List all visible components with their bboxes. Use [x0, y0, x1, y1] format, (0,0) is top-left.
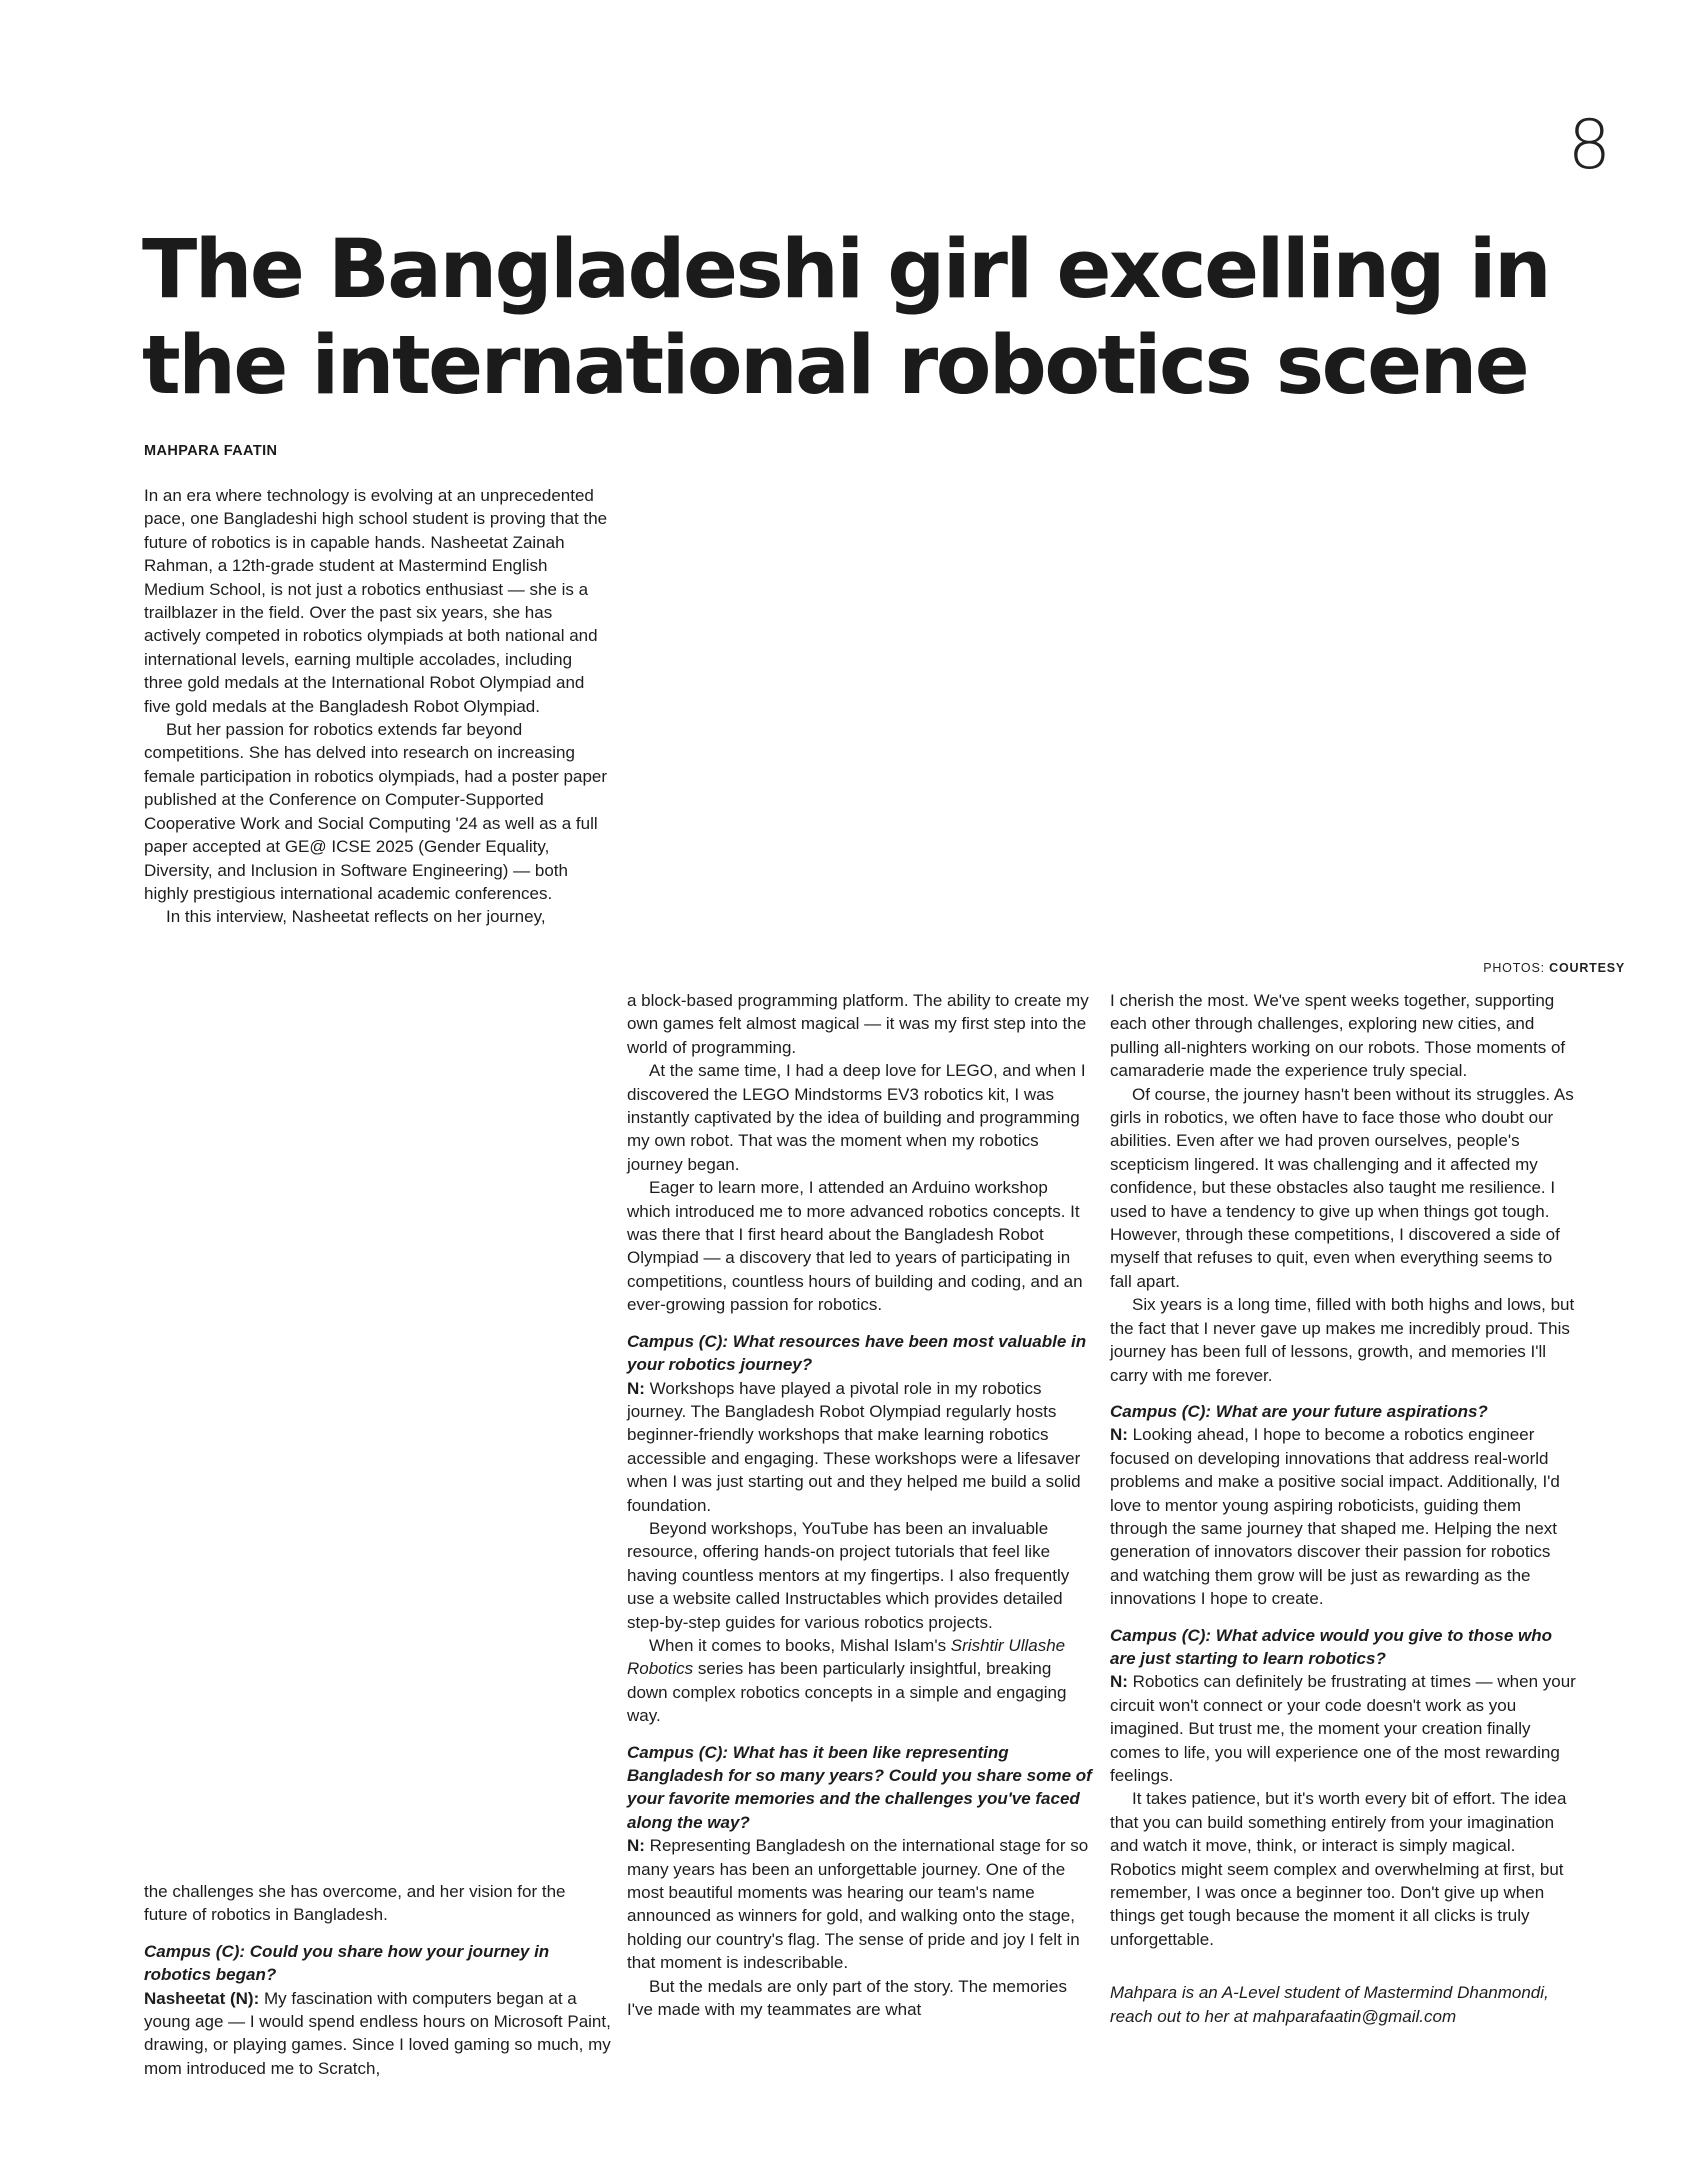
body-paragraph: Six years is a long time, filled with both highs and lows, but the fact that I never gave up makes me incredibly proud. This journey has been full of lessons, growth, and memories I'll carry with me forever.	[1110, 1295, 1575, 1385]
body-paragraph: I cherish the most. We've spent weeks together, supporting each other through challenges, exploring new cities, and pulling all-nighters working on our robots. Those moments of camaraderie made the experience truly special.	[1110, 991, 1566, 1081]
body-paragraph: But the medals are only part of the story. The memories I've made with my teammates are what	[627, 1976, 1067, 2020]
text-run: series has been particularly insightful, breaking down complex robotics concepts in a simple and engaging way.	[627, 1659, 1067, 1726]
column-1-bottom	[144, 1880, 612, 2080]
answer-text: My fascination with computers began at a young age — I would spend endless hours on Microsoft Paint, drawing, or playing games. Since I loved gaming so much, my mom introduced me to Scratch,	[144, 1988, 611, 2078]
interview-answer	[144, 1987, 612, 2081]
intro-paragraph: In this interview, Nasheetat reflects on her journey,	[166, 907, 546, 927]
interview-question: Campus (C): What resources have been most valuable in your robotics journey?	[627, 1331, 1087, 1375]
body-paragraph: At the same time, I had a deep love for LEGO, and when I discovered the LEGO Mindstorms EV3 robotics kit, I was instantly captivated by the idea of building and programming my own robot. That was the moment when my robotics journey began.	[627, 1061, 1086, 1174]
column-3	[1110, 989, 1578, 2028]
body-paragraph: Beyond workshops, YouTube has been an invaluable resource, offering hands-on project tutorials that feel like having countless mentors at my fingertips. I also frequently use a website called Instructables which provides detailed step-by-step guides for various robotics projects.	[627, 1518, 1070, 1632]
interview-question: Campus (C): What advice would you give to those who are just starting to learn robotics?	[1110, 1625, 1553, 1668]
body-paragraph: the challenges she has overcome, and her vision for the future of robotics in Bangladesh.	[144, 1882, 566, 1925]
headline	[142, 222, 1602, 414]
interview-question: Campus (C): What are your future aspirations?	[1110, 1401, 1488, 1421]
text-run: When it comes to books, Mishal Islam's	[649, 1635, 951, 1655]
interview-question: Campus (C): What has it been like representing Bangladesh for so many years? Could you share some of your favorite memories and the challenges you've faced along the way?	[627, 1742, 1092, 1832]
intro-paragraph: But her passion for robotics extends far beyond competitions. She has delved into research on increasing female participation in robotics olympiads, had a poster paper published at the Conference on Computer-Supported Cooperative Work and Social Computing '24 as well as a full paper accepted at GE@ ICSE 2025 (Gender Equality, Diversity, and Inclusion in Software Engineering) — both highly prestigious international academic conferences.	[144, 720, 608, 903]
body-paragraph: a block-based programming platform. The ability to create my own games felt almost magical — it was my first step into the world of programming.	[627, 991, 1089, 1057]
interview-answer	[627, 1377, 1095, 1517]
interview-answer	[1110, 1423, 1578, 1610]
book-title: Srishtir Ullashe Robotics	[627, 1635, 1066, 1679]
answer-text: Representing Bangladesh on the international stage for so many years has been an unforgettable journey. One of the most beautiful moments was hearing our team's name announced as winners for gold, and walking onto the stage, holding our country's flag. The sense of pride and joy I felt in that moment is indescribable.	[627, 1836, 1089, 1973]
speaker-label: N:	[627, 1378, 645, 1398]
speaker-label: N:	[627, 1836, 645, 1856]
column-2	[627, 989, 1095, 2021]
speaker-label: N:	[1110, 1672, 1128, 1692]
speaker-label: N:	[1110, 1425, 1128, 1445]
answer-text: Looking ahead, I hope to become a robotics engineer focused on developing innovations that address real-world problems and make a positive social impact. Additionally, I'd love to mentor young aspiring roboticists, guiding them through the same journey that shaped me. Helping the next generation of innovators discover their passion for robotics and watching them grow will be just as rewarding as the innovations I hope to create.	[1110, 1425, 1560, 1609]
speaker-label: Nasheetat (N):	[144, 1988, 260, 2008]
headline-line-2: the international robotics scene	[142, 319, 1528, 413]
headline-line-1: The Bangladeshi girl excelling in	[142, 223, 1550, 317]
author-note: Mahpara is an A-Level student of Mastermind Dhanmondi, reach out to her at mahparafaatin@gmail.com	[1110, 1983, 1549, 2026]
intro-paragraph: In an era where technology is evolving at an unprecedented pace, one Bangladeshi high school student is proving that the future of robotics is in capable hands. Nasheetat Zainah Rahman, a 12th-grade student at Mastermind English Medium School, is not just a robotics enthusiast — she is a trailblazer in the field. Over the past six years, she has actively competed in robotics olympiads at both national and international levels, earning multiple accolades, including three gold medals at the International Robot Olympiad and five gold medals at the Bangladesh Robot Olympiad.	[144, 486, 608, 716]
body-paragraph: It takes patience, but it's worth every bit of effort. The idea that you can build something entirely from your imagination and watch it move, think, or interact is simply magical. Robotics might seem complex and overwhelming at first, but remember, I was once a beginner too. Don't give up when things get tough because the moment it all clicks is truly unforgettable.	[1110, 1789, 1567, 1949]
intro-column	[144, 484, 612, 929]
interview-question: Campus (C): Could you share how your journey in robotics began?	[144, 1941, 550, 1985]
interview-answer	[1110, 1670, 1578, 1787]
interview-answer	[627, 1834, 1095, 1974]
photo-credit-name: COURTESY	[1549, 961, 1625, 975]
photo-credit	[1483, 961, 1625, 975]
body-paragraph: Eager to learn more, I attended an Arduino workshop which introduced me to more advanced robotics concepts. It was there that I first heard about the Bangladesh Robot Olympiad — a discovery that led to years of participating in competitions, countless hours of building and coding, and an ever-growing passion for robotics.	[627, 1178, 1083, 1315]
answer-text: Workshops have played a pivotal role in my robotics journey. The Bangladesh Robot Olympiad regularly hosts beginner-friendly workshops that make learning robotics accessible and engaging. These workshops were a lifesaver when I was just starting out and they helped me build a solid foundation.	[627, 1378, 1081, 1515]
answer-text: Robotics can definitely be frustrating at times — when your circuit won't connect or your code doesn't work as you imagined. But trust me, the moment your creation finally comes to life, you will experience one of the most rewarding feelings.	[1110, 1672, 1576, 1785]
byline: MAHPARA FAATIN	[144, 443, 278, 459]
page-number: 8	[1567, 106, 1611, 185]
body-paragraph	[627, 1634, 1095, 1728]
photo-credit-prefix: PHOTOS:	[1483, 961, 1545, 975]
body-paragraph: Of course, the journey hasn't been without its struggles. As girls in robotics, we often have to face those who doubt our abilities. Even after we had proven ourselves, people's scepticism lingered. It was challenging and it affected my confidence, but these obstacles also taught me resilience. I used to have a tendency to give up when things got tough. However, through these competitions, I discovered a side of myself that refuses to quit, even when everything seems to fall apart.	[1110, 1084, 1574, 1291]
